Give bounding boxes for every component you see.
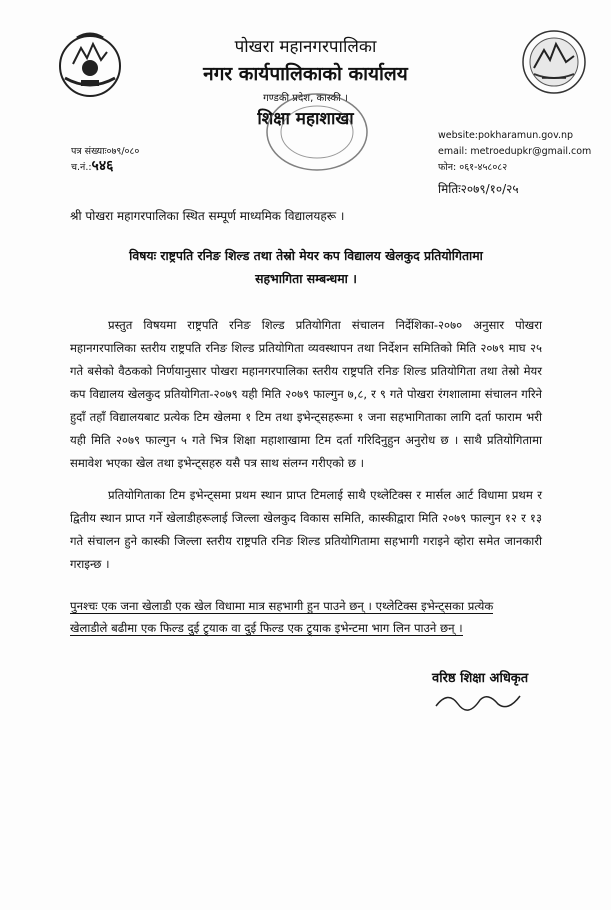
dispatch-value: ५४६ [91, 158, 114, 174]
body-paragraph-1-text: प्रस्तुत विषयमा राष्ट्रपति रनिङ शिल्ड प्रतियोगिता संचालन निर्देशिका-२०७० अनुसार पोखरा महानगरपालिका स्तरीय राष्ट्रपति रनिङ शिल्ड प्रतियोगिता व्यवस्थापन तथा निर्देशन समितिको मिति २०७९ माघ २५ गते बसेको वैठकको निर्णयानुसार पोखरा महानगरपालिका स्तरीय राष्ट्रपति रनिङ शिल्ड प्रतियोगिता तथा तेस्रो मेयर कप विद्यालय खेलकुद प्रतियोगिता-२०७९ यही मिति २०७९ फाल्गुन ७,८, र ९ गते पोखरा रंगशालामा संचालन गरिने हुदाँ तहाँ विद्यालयबाट प्रत्येक टिम खेलमा १ टिम तथा इभेन्ट्सहरूमा १ जना सहभागिताका लागि दर्ता फाराम भरी यही मिति २०७९ फाल्गुन ५ गते भित्र शिक्षा महाशाखामा टिम दर्ता गरिदिनुहुन अनुरोध छ । साथै प्रतियोगितामा समावेश भएका खेल तथा इभेन्ट्सहरु यसै पत्र साथ संलग्न गरीएको छ । [70, 318, 542, 470]
division-name: शिक्षा महाशाखा [257, 109, 354, 129]
body-paragraph-1 [70, 314, 542, 475]
org-name: पोखरा महानगरपालिका [234, 37, 377, 57]
signatory-title: वरिष्ठ शिक्षा अधिकृत [432, 671, 529, 686]
contact-block [438, 128, 591, 176]
body-paragraph-2 [70, 484, 542, 576]
office-name: नगर कार्यपालिकाको कार्यालय [203, 63, 408, 85]
postscript-line-2: खेलाडीले बढीमा एक फिल्ड दुई ट्र्याक वा दुई फिल्ड एक ट्र्याक इभेन्टमा भाग लिन पाउने छन् । [70, 621, 463, 635]
office-stamp [262, 88, 372, 176]
phone-text: फोन: ०६१-४५८०८२ [438, 162, 508, 173]
subject [70, 244, 542, 290]
postscript [70, 595, 550, 639]
postscript-line-1: पुनश्चः एक जना खेलाडी एक खेल विधामा मात्र सहभागी हुन पाउने छन् । एथ्लेटिक्स इभेन्ट्सका प्रत्येक [70, 599, 494, 613]
letter-number: पत्र संख्याः०७९/०८० [71, 146, 140, 157]
subject-line-1: विषयः राष्ट्रपति रनिङ शिल्ड तथा तेस्रो मेयर कप विद्यालय खेलकुद प्रतियोगितामा [129, 248, 483, 263]
subject-line-2: सहभागिता सम्बन्धमा । [255, 271, 357, 286]
reference-block [71, 144, 139, 175]
dispatch-label: च.नं.: [71, 162, 92, 173]
province-district: गण्डकी प्रदेश, कास्की । [263, 93, 348, 104]
email-text: email: metroedupkr@gmail.com [438, 146, 592, 157]
body-paragraph-2-text: प्रतियोगिताका टिम इभेन्ट्समा प्रथम स्थान प्राप्त टिमलाई साथै एथ्लेटिक्स र मार्सल आर्ट विधामा प्रथम र द्वितीय स्थान प्राप्त गर्ने खेलाडीहरूलाई जिल्ला खेलकुद विकास समिति, कास्कीद्वारा मिति २०७९ फाल्गुन १२ र १३ गते संचालन हुने कास्की जिल्ला स्तरीय राष्ट्रपति रनिङ शिल्ड प्रतियोगितामा सहभागी गराइने व्होरा समेत जानकारी गराइन्छ । [70, 488, 542, 571]
website-text: website:pokharamun.gov.np [438, 130, 574, 141]
addressee: श्री पोखरा महागरपालिका स्थित सम्पूर्ण माध्यमिक विद्यालयहरू । [70, 209, 345, 223]
dispatch-number [71, 159, 139, 175]
letter-date: मितिः२०७९/१०/२५ [438, 182, 519, 196]
